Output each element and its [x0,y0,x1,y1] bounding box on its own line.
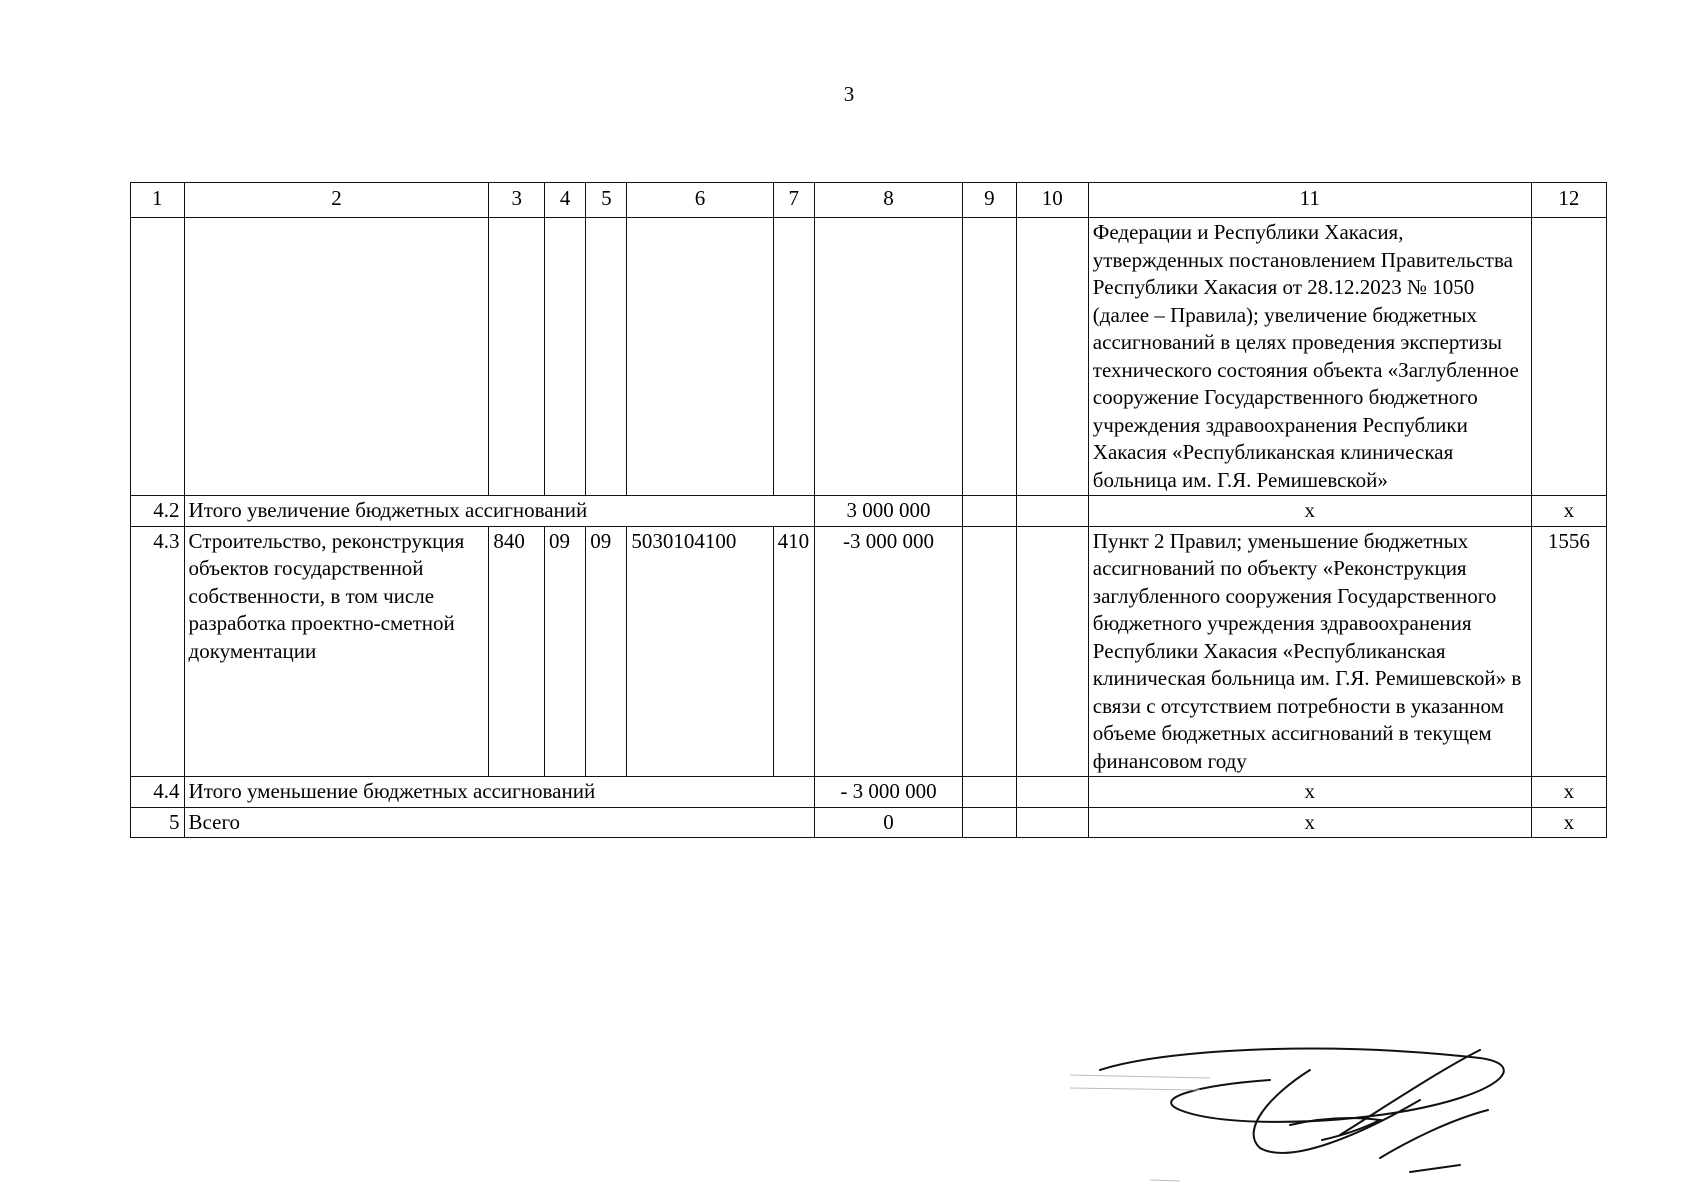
table-row-4-2 [131,496,1607,527]
table-row-5 [131,807,1607,838]
code-cell: х [1531,807,1606,838]
table-row-4-3 [131,526,1607,777]
table-cell [773,218,814,496]
justification-cell: Пункт 2 Правил; уменьшение бюджетных ассигнований по объекту «Реконструкция заглубленного сооружения Государственного бюджетного учреждения здравоохранения Республики Хакасия «Республиканская клиническая больница им. Г.Я. Ремишевской» в связи с отсутствием потребности в указанном объеме бюджетных ассигнований в текущем финансовом году [1088,526,1531,777]
header-cell: 12 [1531,183,1606,218]
table-cell [1016,777,1088,808]
table-cell [489,218,545,496]
justification-cell: х [1088,777,1531,808]
total-label: Всего [184,807,814,838]
row-number: 4.3 [131,526,185,777]
total-label: Итого увеличение бюджетных ассигнований [184,496,814,527]
table-cell [963,807,1017,838]
table-cell [1531,218,1606,496]
row-number: 4.2 [131,496,185,527]
signature [1060,1040,1560,1190]
page-number: 3 [843,82,855,106]
justification-cell: Федерации и Республики Хакасия, утвержденных постановлением Правительства Республики Хакасия от 28.12.2023 № 1050 (далее – Правила); увеличение бюджетных ассигнований в целях проведения экспертизы технического состояния объекта «Заглубленное сооружение Государственного бюджетного учреждения здравоохранения Республики Хакасия «Республиканская клиническая больница им. Г.Я. Ремишевской» [1088,218,1531,496]
table-cell [184,218,489,496]
header-cell: 9 [963,183,1017,218]
code-cell: 1556 [1531,526,1606,777]
amount-cell: 0 [814,807,962,838]
header-cell: 4 [545,183,586,218]
table-cell [1016,807,1088,838]
budget-table [130,182,1607,838]
table-cell [963,496,1017,527]
target-article-code: 5030104100 [627,526,773,777]
code-cell: х [1531,777,1606,808]
header-cell: 3 [489,183,545,218]
amount-cell: -3 000 000 [814,526,962,777]
expense-type-code: 410 [773,526,814,777]
header-cell: 11 [1088,183,1531,218]
table-cell [1016,526,1088,777]
header-cell: 10 [1016,183,1088,218]
table-cell [1016,496,1088,527]
table-cell [814,218,962,496]
table-cell [586,218,627,496]
row-number: 5 [131,807,185,838]
table-cell [131,218,185,496]
item-name: Строительство, реконструкция объектов государственной собственности, в том числе разработка проектно-сметной документации [184,526,489,777]
header-row [131,183,1607,218]
table-row-continuation [131,218,1607,496]
amount-cell: 3 000 000 [814,496,962,527]
header-cell: 2 [184,183,489,218]
header-cell: 1 [131,183,185,218]
justification-cell: х [1088,496,1531,527]
table-row-4-4 [131,777,1607,808]
table-cell [627,218,773,496]
table-cell [963,777,1017,808]
header-cell: 8 [814,183,962,218]
table-cell [963,218,1017,496]
code-cell: х [1531,496,1606,527]
table-cell [963,526,1017,777]
justification-cell: х [1088,807,1531,838]
section-code: 09 [545,526,586,777]
header-cell: 7 [773,183,814,218]
table-cell [1016,218,1088,496]
header-cell: 6 [627,183,773,218]
table-cell [545,218,586,496]
ministry-code: 840 [489,526,545,777]
row-number: 4.4 [131,777,185,808]
amount-cell: - 3 000 000 [814,777,962,808]
subsection-code: 09 [586,526,627,777]
header-cell: 5 [586,183,627,218]
total-label: Итого уменьшение бюджетных ассигнований [184,777,814,808]
